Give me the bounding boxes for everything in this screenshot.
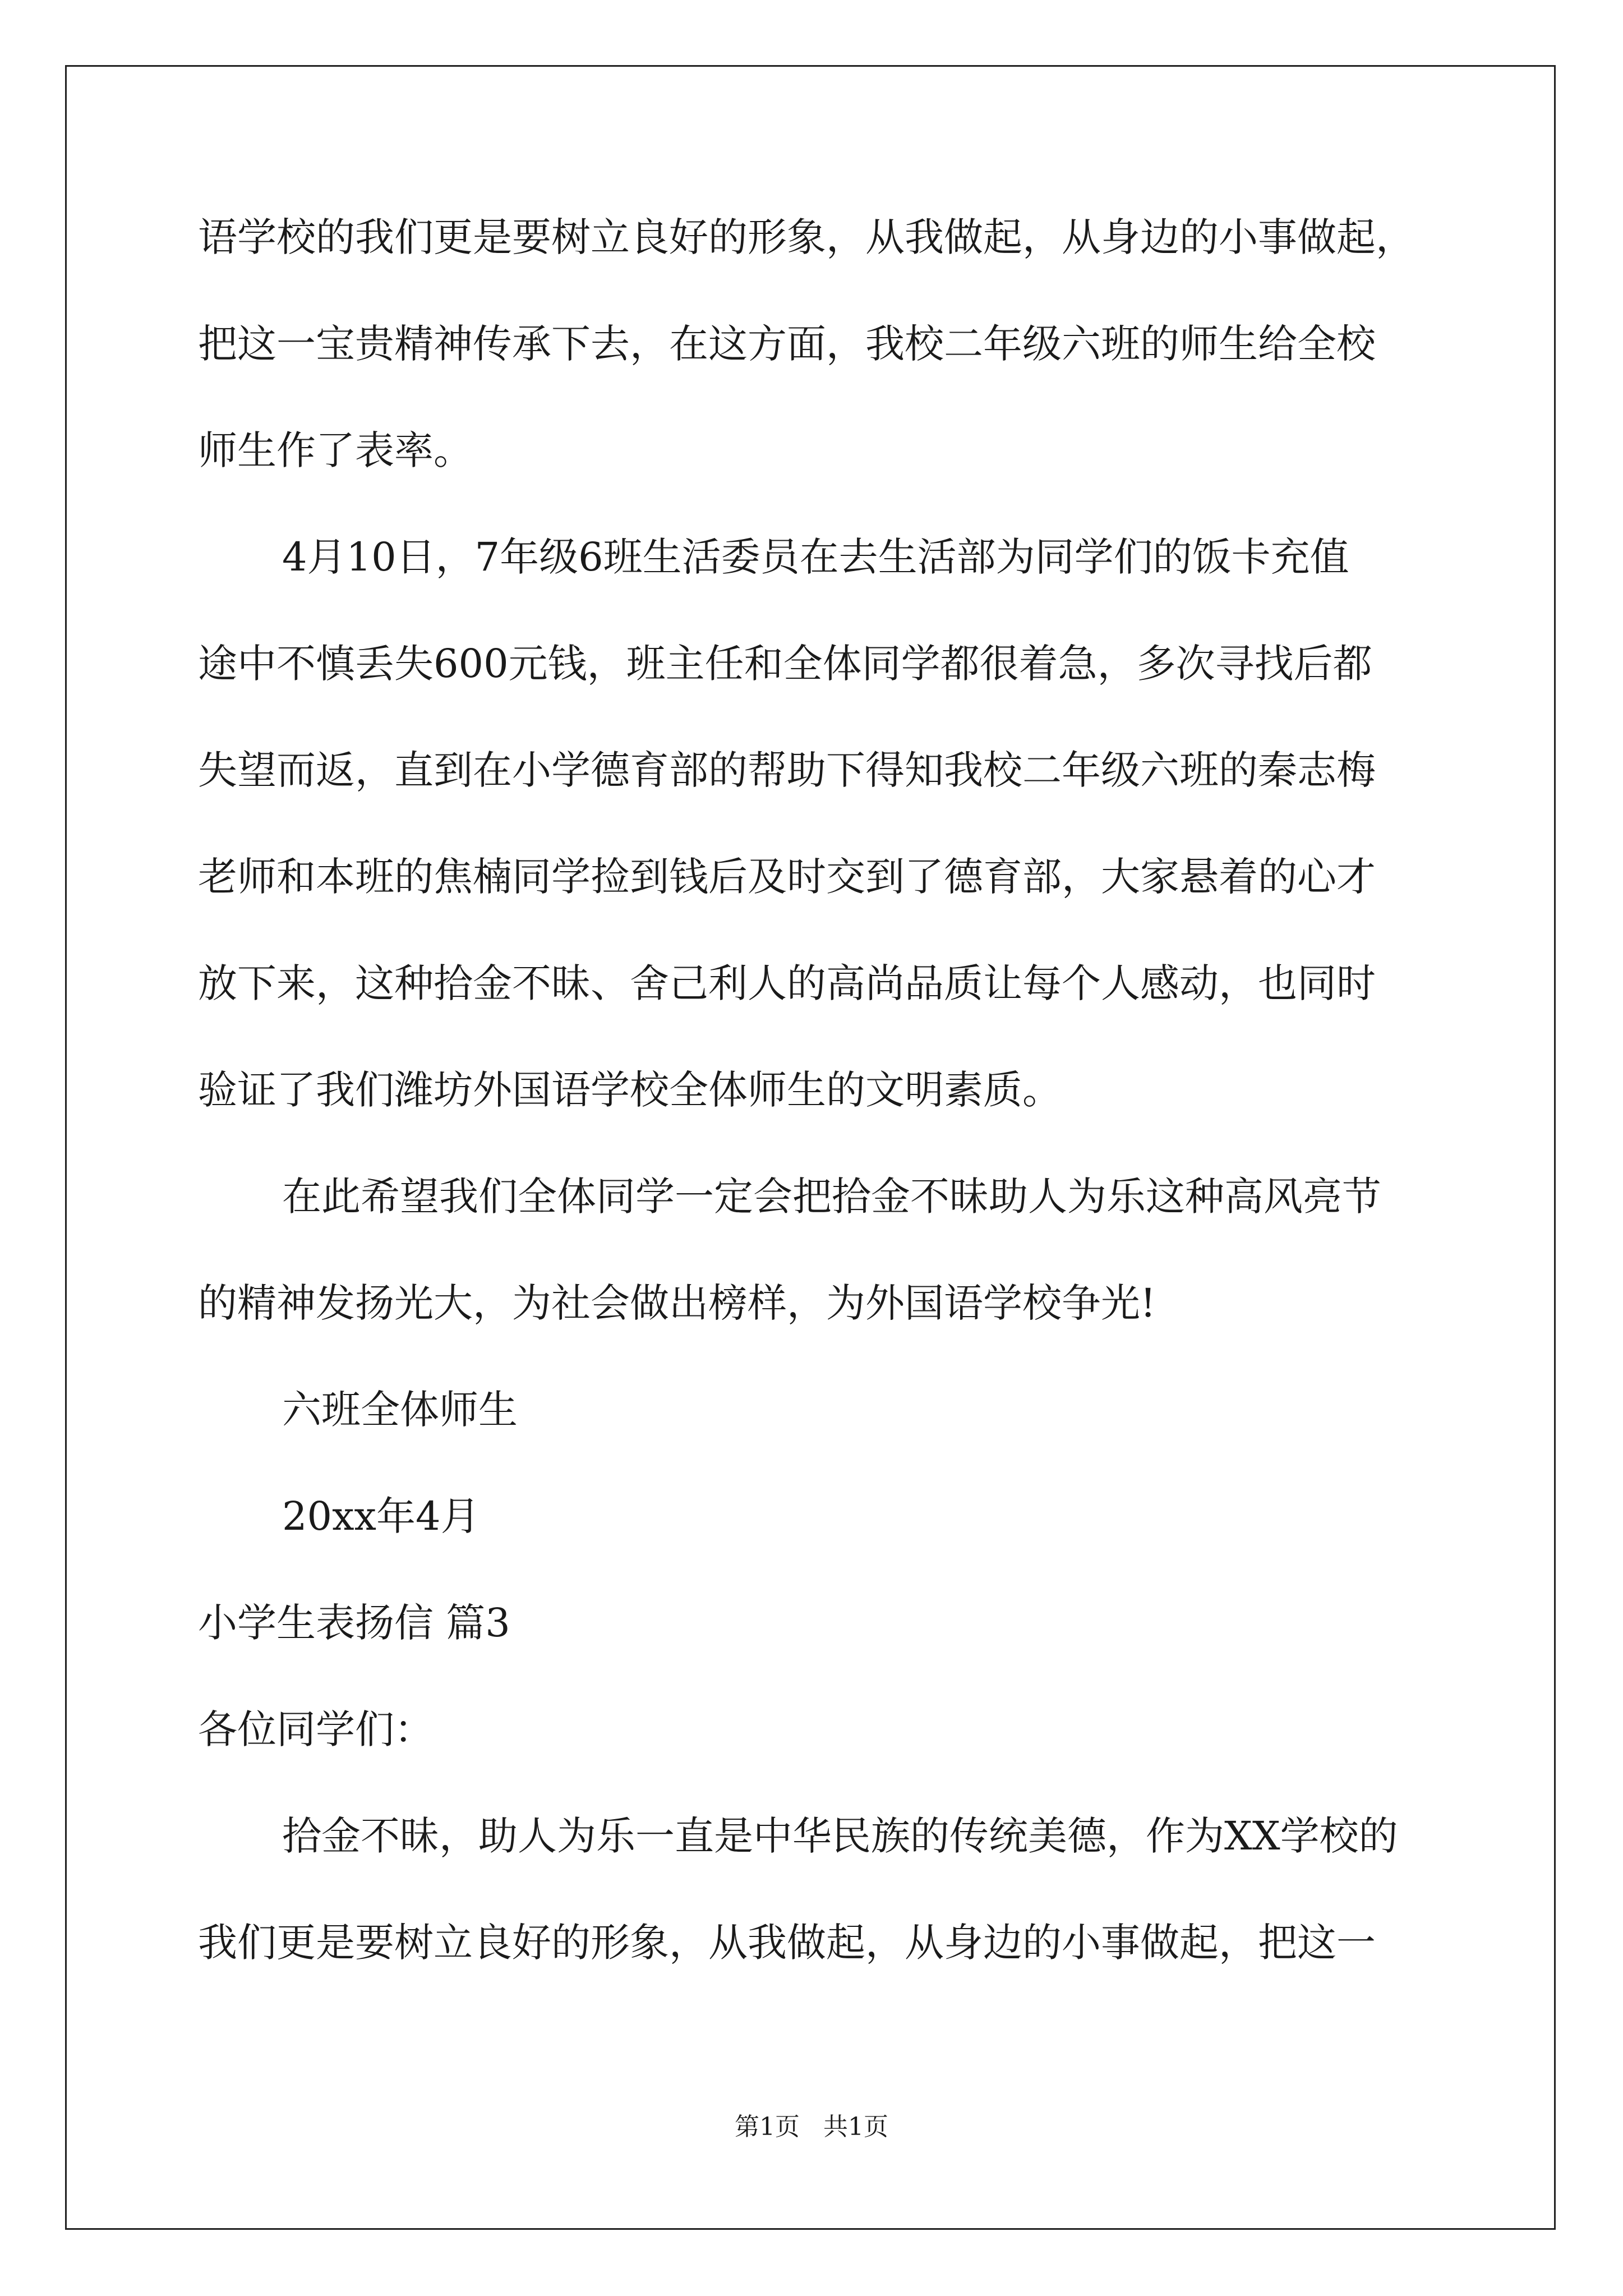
paragraph-start: 拾金不昧，助人为乐一直是中华民族的传统美德，作为XX学校的 <box>282 1813 1398 1859</box>
document-body <box>198 184 1460 1996</box>
salutation: 各位同学们： <box>198 1706 434 1752</box>
text-line: 语学校的我们更是要树立良好的形象，从我做起，从身边的小事做起， <box>198 214 1415 260</box>
text-line: 失望而返，直到在小学德育部的帮助下得知我校二年级六班的秦志梅 <box>198 747 1376 793</box>
text-line: 师生作了表率。 <box>198 427 473 473</box>
text-line: 把这一宝贵精神传承下去，在这方面，我校二年级六班的师生给全校 <box>198 321 1376 367</box>
text-line: 放下来，这种拾金不昧、舍己利人的高尚品质让每个人感动，也同时 <box>198 960 1376 1006</box>
text-line: 我们更是要树立良好的形象，从我做起，从身边的小事做起，把这一 <box>198 1920 1376 1966</box>
date-line: 20xx年4月 <box>282 1493 480 1539</box>
text-line: 途中不慎丢失600元钱，班主任和全体同学都很着急，多次寻找后都 <box>198 641 1372 687</box>
text-line: 验证了我们潍坊外国语学校全体师生的文明素质。 <box>198 1067 1062 1113</box>
page-footer: 第1页 共1页 <box>735 2113 888 2141</box>
section-heading: 小学生表扬信 篇3 <box>198 1600 510 1646</box>
paragraph-start: 在此希望我们全体同学一定会把拾金不昧助人为乐这种高风亮节 <box>282 1174 1381 1220</box>
signature-line: 六班全体师生 <box>282 1387 518 1433</box>
paragraph-start: 4月10日，7年级6班生活委员在去生活部为同学们的饭卡充值 <box>282 534 1349 580</box>
text-line: 的精神发扬光大，为社会做出榜样，为外国语学校争光! <box>198 1280 1156 1326</box>
text-line: 老师和本班的焦楠同学捡到钱后及时交到了德育部，大家悬着的心才 <box>198 854 1376 900</box>
